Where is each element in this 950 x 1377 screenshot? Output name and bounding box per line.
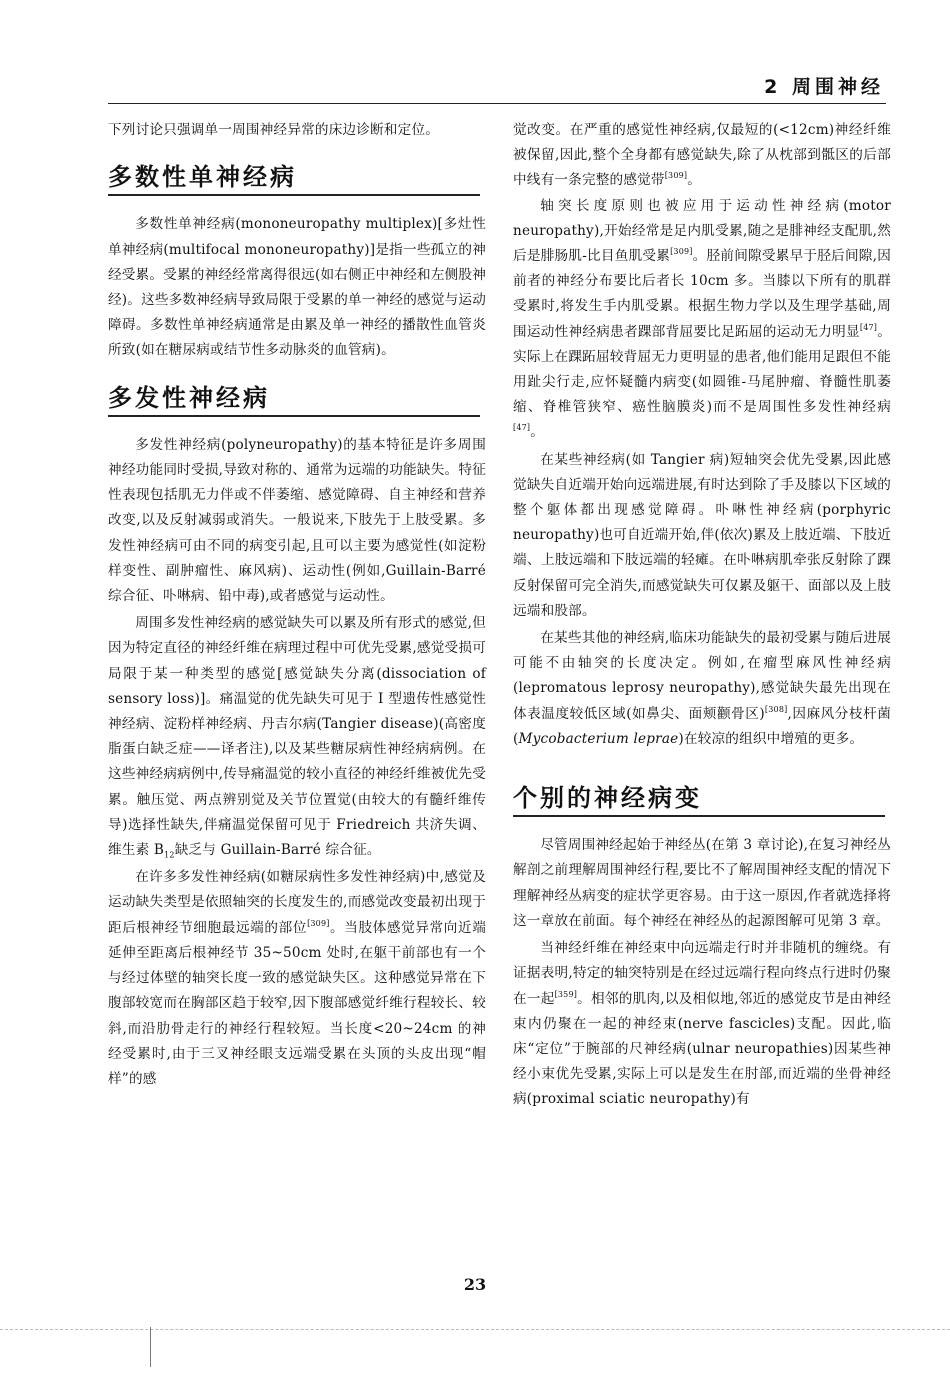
- paragraph-tangier: 在某些神经病(如 Tangier 病)短轴突会优先受累,因此感觉缺失自近端开始向远端进展,有时达到除了手及膝以下区域的整个躯体都出现感觉障碍。卟啉性神经病(porphyric neuropathy)也可自近端开始,伴(依次)累及上肢近端、下肢近端、上肢远端和下肢远端的轻瘫。在卟啉病肌牵张反射除了踝反射保留可完全消失,而感觉缺失可仅累及躯干、面部以及上肢远端和股部。: [513, 451, 891, 619]
- text-run: 。: [530, 424, 545, 441]
- text-run: 。: [687, 172, 702, 189]
- paragraph-continuation: [513, 118, 891, 194]
- text-run: 当神经纤维在神经束中向远端走行时并非随机的缠绕。有证据表明,特定的轴突特别是在经过远端行程向终点行进时仍聚在一起: [513, 940, 891, 1007]
- citation-ref: [359]: [554, 989, 578, 999]
- right-column: [513, 118, 891, 1113]
- citation-ref: [47]: [513, 423, 531, 433]
- text-run: 。当肢体感觉异常向近端延伸至距离后根神经节 35~50cm 处时,在躯干前部也有一个与经过体壁的轴突长度一致的感觉缺失区。这种感觉异常在下腹部较宽而在胸部区趋于较窄,因下腹部感觉纤维行程较长、较斜,而沿肋骨走行的神经行程较短。当长度<20~24cm 的神经受累时,由于三叉神经眼支远端受累在头顶的头皮出现“帽样”的感: [108, 919, 486, 1087]
- text-run: ,因麻风分枝杆菌(: [513, 705, 892, 747]
- left-column: [108, 118, 486, 1092]
- header-rule: [108, 103, 886, 104]
- species-name: Mycobacterium leprae: [518, 730, 679, 747]
- footer-tick-mark: [150, 1327, 151, 1367]
- text-run: 。胫前间隙受累早于胫后间隙,因前者的神经分布要比后者长 10cm 多。当膝以下所有的肌群受累时,将发生手内肌受累。根据生物力学以及生理学基础,周围运动性神经病患者踝部背屈要比足跖屈的运动无力明显: [513, 248, 891, 340]
- heading-polyneuropathy: 多发性神经病: [108, 374, 480, 417]
- citation-ref: [308]: [764, 704, 788, 714]
- paragraph-polyneuropathy-3: [108, 865, 486, 1092]
- paragraph-axon-length: [513, 194, 891, 446]
- text-run: 在某些其他的神经病,临床功能缺失的最初受累与随后进展可能不由轴突的长度决定。例如,在瘤型麻风性神经病(lepromatous leprosy neuropathy),感觉缺失最先出现在体表温度较低区域(如鼻尖、面颊颧骨区): [513, 630, 891, 722]
- paragraph-mononeuropathy: 多数性单神经病(mononeuropathy multiplex)[多灶性单神经病(multifocal mononeuropathy)]是指一些孤立的神经受累。受累的神经经常离得很远(如右侧正中神经和左侧股神经)。这些多数神经病导致局限于受累的单一神经的感觉与运动障碍。多数性单神经病通常是由累及单一神经的播散性血管炎所致(如在糖尿病或结节性多动脉炎的血管病)。: [108, 216, 486, 359]
- section-heading-polyneuropathy: [108, 374, 480, 417]
- text-run: 缺乏与 Guillain-Barré 综合征。: [174, 842, 381, 859]
- paragraph-polyneuropathy-1: 多发性神经病(polyneuropathy)的基本特征是许多周围神经功能同时受损,导致对称的、通常为远端的功能缺失。特征性表现包括肌无力伴或不伴萎缩、感觉障碍、自主神经和营养改变,以及反射减弱或消失。一般说来,下肢先于上肢受累。多发性神经病可由不同的病变引起,且可以主要为感觉性(如淀粉样变性、副肿瘤性、麻风病)、运动性(例如,Guillain-Barré 综合征、卟啉病、铅中毒),或者感觉与运动性。: [108, 436, 486, 605]
- intro-paragraph: 下列讨论只强调单一周围神经异常的床边诊断和定位。: [108, 122, 440, 138]
- subscript-12: 12: [164, 850, 175, 860]
- text-run: 在许多多发性神经病(如糖尿病性多发性神经病)中,感觉及运动缺失类型是依照轴突的长度发生的,而感觉改变最初出现于距后根神经节细胞最远端的部位: [108, 869, 486, 936]
- section-heading-individual: [513, 774, 885, 817]
- text-run: 轴突长度原则也被应用于运动性神经病(motor neuropathy),开始经常是足内肌受累,随之是腓神经支配肌,然后是腓肠肌-比目鱼肌受累: [513, 197, 891, 265]
- running-head: 2 周围神经: [764, 76, 884, 98]
- paragraph-individual-1: 尽管周围神经起始于神经丛(在第 3 章讨论),在复习神经丛解剖之前理解周围神经行程,要比不了解周围神经支配的情况下理解神经丛病变的症状学更容易。由于这一原因,作者就选择将这一章放在前面。每个神经在神经丛的起源图解可见第 3 章。: [513, 837, 891, 929]
- paragraph-individual-2: [513, 936, 891, 1112]
- section-heading-mononeuropathy: [108, 153, 480, 196]
- text-run: 。相邻的肌肉,以及相似地,邻近的感觉皮节是由神经束内仍聚在一起的神经束(nerve fascicles)支配。因此,临床“定位”于腕部的尺神经病(ulnar neuropathies)因某些神经小束优先受累,实际上可以是发生在肘部,而近端的坐骨神经病(proximal sciatic neuropathy)有: [513, 990, 891, 1108]
- paragraph-leprosy: [513, 626, 891, 752]
- text-run: )在较凉的组织中增殖的更多。: [678, 730, 864, 747]
- footer-rule: [0, 1329, 950, 1330]
- citation-ref: [309]: [307, 918, 330, 928]
- text-run: 觉改变。在严重的感觉性神经病,仅最短的(<12cm)神经纤维被保留,因此,整个全身都有感觉缺失,除了从枕部到骶区的后部中线有一条完整的感觉带: [513, 122, 891, 189]
- text-run: 。实际上在踝跖屈较背屈无力更明显的患者,他们能用足跟但不能用趾尖行走,应怀疑髓内病变(如圆锥-马尾肿瘤、脊髓性肌萎缩、脊椎管狭窄、癌性脑膜炎)而不是周围性多发性神经病: [513, 323, 892, 416]
- heading-mononeuropathy-multiplex: 多数性单神经病: [108, 153, 480, 196]
- citation-ref: [309]: [664, 171, 688, 181]
- citation-ref: [309]: [670, 247, 693, 257]
- text-run: 周围多发性神经病的感觉缺失可以累及所有形式的感觉,但因为特定直径的神经纤维在病理过程中可优先受累,感觉受损可局限于某一种类型的感觉[感觉缺失分离(dissociation of sensory loss)]。痛温觉的优先缺失可见于 Ⅰ 型遗传性感觉性神经病、淀粉样神经病、丹吉尔病(Tangier disease)(高密度脂蛋白缺乏症——译者注),以及某些糖尿病性神经病病例。在这些神经病病例中,传导痛温觉的较小直径的神经纤维被优先受累。触压觉、两点辨别觉及关节位置觉(由较大的有髓纤维传导)选择性缺失,伴痛温觉保留可见于 Friedreich 共济失调、维生素 B: [108, 615, 486, 859]
- paragraph-polyneuropathy-2: [108, 611, 486, 863]
- citation-ref: [47]: [859, 322, 878, 332]
- heading-individual-neuropathies: 个别的神经病变: [513, 774, 885, 817]
- page-number: 23: [463, 1275, 487, 1294]
